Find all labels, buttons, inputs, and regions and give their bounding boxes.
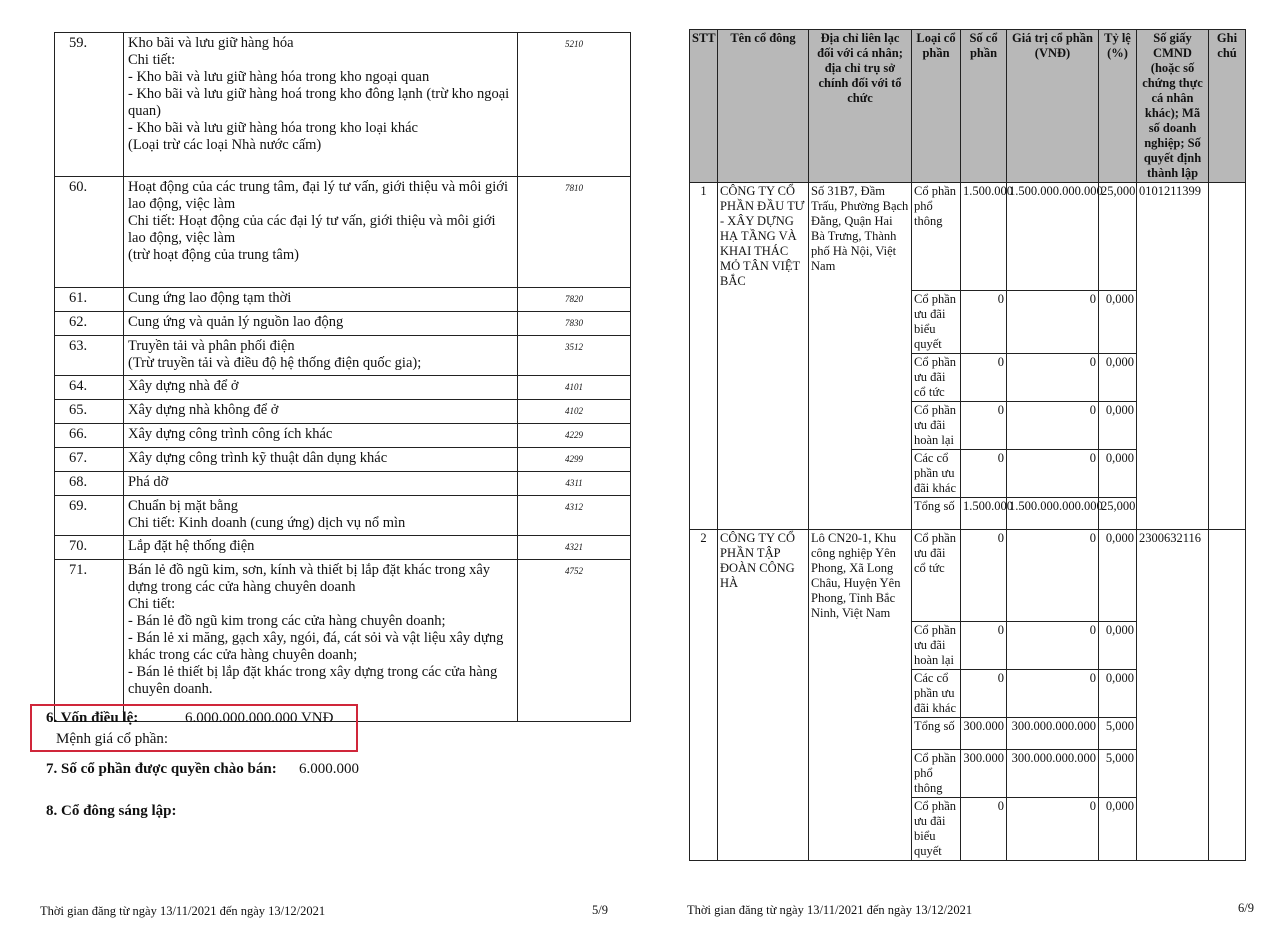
shareholder-name <box>718 497 809 529</box>
shareholder-note <box>1209 529 1246 622</box>
table-row <box>690 529 1246 622</box>
table-row <box>55 288 631 312</box>
business-line-number: 67. <box>55 448 124 472</box>
share-ratio: 25,000 <box>1099 183 1137 291</box>
share-value: 0 <box>1007 290 1099 353</box>
share-type: Cổ phần ưu đãi cổ tức <box>912 529 961 622</box>
charter-capital-value: 6.000.000.000.000 VNĐ <box>185 710 334 726</box>
share-ratio: 0,000 <box>1099 449 1137 497</box>
founding-shareholders-table <box>689 29 1246 861</box>
table-row <box>55 560 631 722</box>
share-value: 0 <box>1007 353 1099 401</box>
shareholder-address <box>809 401 912 449</box>
shareholder-name <box>718 449 809 497</box>
table-row <box>690 497 1246 529</box>
business-line-code: 4752 <box>518 560 631 722</box>
shareholder-name <box>718 622 809 670</box>
shareholder-note <box>1209 798 1246 861</box>
table-row <box>690 718 1246 750</box>
shareholder-id-number <box>1137 798 1209 861</box>
charter-capital-label: 6. Vốn điều lệ: <box>46 710 139 726</box>
shareholder-name <box>718 798 809 861</box>
business-line-number: 71. <box>55 560 124 722</box>
shareholder-id-number <box>1137 670 1209 718</box>
share-count: 0 <box>961 529 1007 622</box>
table-row <box>690 798 1246 861</box>
table-row <box>55 424 631 448</box>
business-line-code: 4299 <box>518 448 631 472</box>
share-ratio: 0,000 <box>1099 529 1137 622</box>
shareholder-id-number <box>1137 718 1209 750</box>
shareholder-name <box>718 718 809 750</box>
share-type: Cổ phần phổ thông <box>912 183 961 291</box>
business-line-code: 7820 <box>518 288 631 312</box>
shareholder-address <box>809 353 912 401</box>
share-value: 0 <box>1007 622 1099 670</box>
share-value: 0 <box>1007 529 1099 622</box>
business-line-number: 61. <box>55 288 124 312</box>
share-ratio: 0,000 <box>1099 670 1137 718</box>
shareholder-id-number <box>1137 750 1209 798</box>
share-count: 1.500.000 <box>961 497 1007 529</box>
shareholder-name <box>718 750 809 798</box>
business-line-number: 62. <box>55 312 124 336</box>
shareholder-note <box>1209 497 1246 529</box>
shareholder-address <box>809 622 912 670</box>
shareholder-name <box>718 290 809 353</box>
table-row <box>690 401 1246 449</box>
shareholder-address <box>809 798 912 861</box>
header-note: Ghi chú <box>1209 30 1246 183</box>
share-type: Cổ phần ưu đãi cổ tức <box>912 353 961 401</box>
shareholder-id-number <box>1137 290 1209 353</box>
header-share-count: Số cổ phần <box>961 30 1007 183</box>
business-line-number: 68. <box>55 472 124 496</box>
share-ratio: 0,000 <box>1099 622 1137 670</box>
shareholder-address <box>809 670 912 718</box>
founders-heading: 8. Cổ đông sáng lập: <box>46 803 177 819</box>
table-row <box>690 290 1246 353</box>
share-type: Tổng số <box>912 718 961 750</box>
document-page-right <box>640 0 1280 951</box>
par-value-label: Mệnh giá cổ phần: <box>56 731 169 747</box>
shareholder-note <box>1209 449 1246 497</box>
offered-shares-value: 6.000.000 <box>299 761 359 777</box>
table-row <box>55 448 631 472</box>
share-ratio: 0,000 <box>1099 353 1137 401</box>
table-row <box>690 449 1246 497</box>
shareholder-note <box>1209 183 1246 291</box>
shareholder-stt <box>690 798 718 861</box>
business-line-description: Xây dựng nhà để ở <box>124 376 518 400</box>
shareholder-name: CÔNG TY CỔ PHẦN TẬP ĐOÀN CÔNG HÀ <box>718 529 809 622</box>
share-type: Cổ phần ưu đãi biểu quyết <box>912 798 961 861</box>
share-type: Cổ phần ưu đãi biểu quyết <box>912 290 961 353</box>
business-line-code: 7810 <box>518 177 631 288</box>
shareholder-name <box>718 670 809 718</box>
business-line-description: Chuẩn bị mặt bằng Chi tiết: Kinh doanh (cung ứng) dịch vụ nổ mìn <box>124 496 518 536</box>
business-line-code: 3512 <box>518 336 631 376</box>
business-line-description: Kho bãi và lưu giữ hàng hóa Chi tiết: - Kho bãi và lưu giữ hàng hóa trong kho ngoại quan - Kho bãi và lưu giữ hàng hoá trong kho đông lạnh (trừ kho ngoại quan) - Kho bãi và lưu giữ hàng hóa trong kho loại khác (Loại trừ các loại Nhà nước cấm) <box>124 33 518 177</box>
business-line-number: 70. <box>55 536 124 560</box>
shareholder-id-number <box>1137 497 1209 529</box>
business-line-number: 60. <box>55 177 124 288</box>
share-count: 300.000 <box>961 718 1007 750</box>
shareholder-address <box>809 449 912 497</box>
table-row <box>55 496 631 536</box>
shareholder-address <box>809 290 912 353</box>
business-line-code: 5210 <box>518 33 631 177</box>
business-lines-table <box>54 32 631 722</box>
share-type: Cổ phần ưu đãi hoàn lại <box>912 622 961 670</box>
share-ratio: 0,000 <box>1099 401 1137 449</box>
shareholder-stt <box>690 401 718 449</box>
business-line-description: Xây dựng công trình công ích khác <box>124 424 518 448</box>
business-line-description: Truyền tải và phân phối điện (Trừ truyền tải và điều độ hệ thống điện quốc gia); <box>124 336 518 376</box>
table-row <box>690 353 1246 401</box>
business-line-description: Cung ứng lao động tạm thời <box>124 288 518 312</box>
business-line-description: Bán lẻ đồ ngũ kim, sơn, kính và thiết bị lắp đặt khác trong xây dựng trong các cửa hàng chuyên doanh Chi tiết: - Bán lẻ đồ ngũ kim trong các cửa hàng chuyên doanh; - Bán lẻ xi măng, gạch xây, ngói, đá, cát sỏi và vật liệu xây dựng khác trong các cửa hàng chuyên doanh; - Bán lẻ thiết bị lắp đặt khác trong xây dựng trong các cửa hàng chuyên doanh. <box>124 560 518 722</box>
shareholder-address: Lô CN20-1, Khu công nghiệp Yên Phong, Xã Long Châu, Huyện Yên Phong, Tỉnh Bắc Ninh, Việt Nam <box>809 529 912 622</box>
business-line-description: Xây dựng công trình kỹ thuật dân dụng khác <box>124 448 518 472</box>
shareholder-note <box>1209 353 1246 401</box>
business-line-number: 64. <box>55 376 124 400</box>
shareholder-stt <box>690 718 718 750</box>
share-value: 0 <box>1007 798 1099 861</box>
shareholder-note <box>1209 622 1246 670</box>
shareholder-id-number <box>1137 622 1209 670</box>
business-line-number: 65. <box>55 400 124 424</box>
share-value: 1.500.000.000.000 <box>1007 497 1099 529</box>
share-type: Các cổ phần ưu đãi khác <box>912 449 961 497</box>
table-row <box>55 536 631 560</box>
header-shareholder-name: Tên cổ đông <box>718 30 809 183</box>
shareholder-stt <box>690 449 718 497</box>
business-line-number: 69. <box>55 496 124 536</box>
table-row <box>690 670 1246 718</box>
table-row <box>690 622 1246 670</box>
share-ratio: 5,000 <box>1099 718 1137 750</box>
share-value: 1.500.000.000.000 <box>1007 183 1099 291</box>
business-line-number: 59. <box>55 33 124 177</box>
business-line-description: Hoạt động của các trung tâm, đại lý tư vấn, giới thiệu và môi giới lao động, việc làm Chi tiết: Hoạt động của các đại lý tư vấn, giới thiệu và môi giới lao động, việc làm (trừ hoạt động của trung tâm) <box>124 177 518 288</box>
shareholder-stt: 1 <box>690 183 718 291</box>
share-count: 0 <box>961 670 1007 718</box>
business-line-code: 4321 <box>518 536 631 560</box>
share-value: 0 <box>1007 401 1099 449</box>
shareholder-stt <box>690 622 718 670</box>
table-row <box>55 400 631 424</box>
table-row <box>55 33 631 177</box>
share-type: Các cổ phần ưu đãi khác <box>912 670 961 718</box>
page-footer: Thời gian đăng từ ngày 13/11/2021 đến ngày 13/12/2021 <box>687 903 973 917</box>
page-footer: Thời gian đăng từ ngày 13/11/2021 đến ngày 13/12/2021 <box>40 904 326 918</box>
business-line-code: 4101 <box>518 376 631 400</box>
table-row <box>55 376 631 400</box>
table-row <box>690 183 1246 291</box>
shareholder-stt <box>690 290 718 353</box>
shareholder-address <box>809 718 912 750</box>
business-line-description: Lắp đặt hệ thống điện <box>124 536 518 560</box>
shareholder-id-number: 2300632116 <box>1137 529 1209 622</box>
shareholder-address <box>809 750 912 798</box>
share-value: 300.000.000.000 <box>1007 750 1099 798</box>
business-line-code: 4102 <box>518 400 631 424</box>
share-count: 0 <box>961 622 1007 670</box>
business-line-code: 4312 <box>518 496 631 536</box>
business-line-number: 66. <box>55 424 124 448</box>
share-ratio: 0,000 <box>1099 290 1137 353</box>
business-line-code: 7830 <box>518 312 631 336</box>
header-share-type: Loại cổ phần <box>912 30 961 183</box>
share-value: 0 <box>1007 670 1099 718</box>
page-number: 6/9 <box>1238 901 1254 915</box>
share-count: 300.000 <box>961 750 1007 798</box>
shareholder-note <box>1209 401 1246 449</box>
shareholder-note <box>1209 718 1246 750</box>
business-line-code: 4229 <box>518 424 631 448</box>
shareholder-id-number: 0101211399 <box>1137 183 1209 291</box>
shareholder-stt <box>690 497 718 529</box>
shareholder-id-number <box>1137 449 1209 497</box>
business-line-description: Xây dựng nhà không để ở <box>124 400 518 424</box>
shareholder-name <box>718 353 809 401</box>
share-ratio: 0,000 <box>1099 798 1137 861</box>
share-ratio: 25,000 <box>1099 497 1137 529</box>
shareholder-name: CÔNG TY CỔ PHẦN ĐẦU TƯ - XÂY DỰNG HẠ TẦNG VÀ KHAI THÁC MỎ TÂN VIỆT BẮC <box>718 183 809 291</box>
shareholder-stt <box>690 353 718 401</box>
share-ratio: 5,000 <box>1099 750 1137 798</box>
offered-shares-label: 7. Số cổ phần được quyền chào bán: <box>46 761 277 777</box>
shareholder-note <box>1209 750 1246 798</box>
table-row <box>55 472 631 496</box>
header-share-value: Giá trị cổ phần (VNĐ) <box>1007 30 1099 183</box>
share-type: Cổ phần ưu đãi hoàn lại <box>912 401 961 449</box>
header-address: Địa chỉ liên lạc đối với cá nhân; địa chỉ trụ sở chính đối với tổ chức <box>809 30 912 183</box>
share-type: Cổ phần phổ thông <box>912 750 961 798</box>
share-count: 0 <box>961 290 1007 353</box>
page-number: 5/9 <box>592 903 608 917</box>
table-row <box>55 312 631 336</box>
shareholder-id-number <box>1137 353 1209 401</box>
share-count: 0 <box>961 449 1007 497</box>
share-value: 0 <box>1007 449 1099 497</box>
shareholder-stt: 2 <box>690 529 718 622</box>
table-row <box>55 177 631 288</box>
business-line-number: 63. <box>55 336 124 376</box>
share-value: 300.000.000.000 <box>1007 718 1099 750</box>
share-count: 0 <box>961 798 1007 861</box>
table-header-row <box>690 30 1246 183</box>
table-row <box>55 336 631 376</box>
share-type: Tổng số <box>912 497 961 529</box>
shareholder-note <box>1209 290 1246 353</box>
header-id-number: Số giấy CMND (hoặc số chứng thực cá nhân khác); Mã số doanh nghiệp; Số quyết định thành lập <box>1137 30 1209 183</box>
shareholder-name <box>718 401 809 449</box>
shareholder-id-number <box>1137 401 1209 449</box>
shareholder-address: Số 31B7, Đầm Trấu, Phường Bạch Đằng, Quận Hai Bà Trưng, Thành phố Hà Nội, Việt Nam <box>809 183 912 291</box>
shareholder-note <box>1209 670 1246 718</box>
share-count: 0 <box>961 401 1007 449</box>
business-line-description: Phá dỡ <box>124 472 518 496</box>
shareholder-stt <box>690 670 718 718</box>
share-count: 1.500.000 <box>961 183 1007 291</box>
header-ratio: Tỷ lệ (%) <box>1099 30 1137 183</box>
business-line-code: 4311 <box>518 472 631 496</box>
business-line-description: Cung ứng và quản lý nguồn lao động <box>124 312 518 336</box>
table-row <box>690 750 1246 798</box>
share-count: 0 <box>961 353 1007 401</box>
shareholder-stt <box>690 750 718 798</box>
shareholder-address <box>809 497 912 529</box>
header-stt: STT <box>690 30 718 183</box>
